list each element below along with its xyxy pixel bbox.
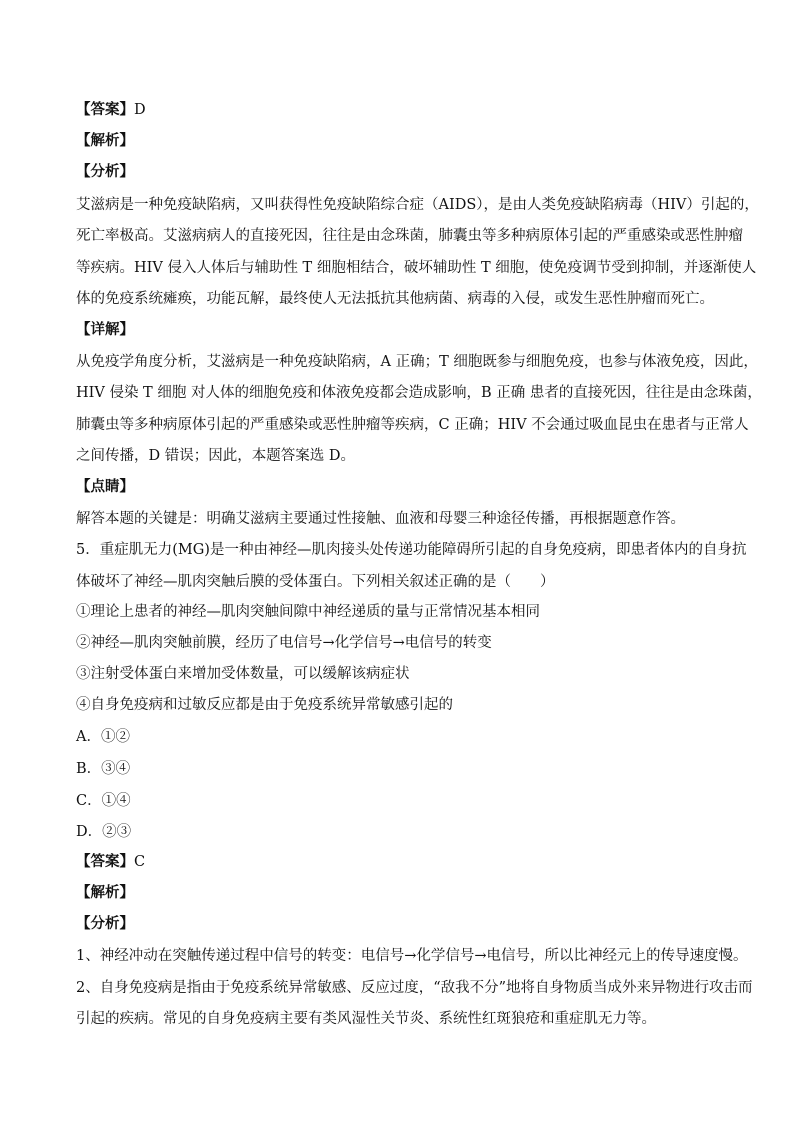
statement-4: ④自身免疫病和过敏反应都是由于免疫系统异常敏感引起的 <box>76 697 453 713</box>
option-c: C．①④ <box>76 793 131 809</box>
statement-1: ①理论上患者的神经—肌肉突触间隙中神经递质的量与正常情况基本相同 <box>76 604 540 620</box>
para1-line-2: 死亡率极高。艾滋病病人的直接死因，往往是由念珠菌，肺囊虫等多种病原体引起的严重感染或恶性肿瘤 <box>76 228 743 244</box>
para1-line-1: 艾滋病是一种免疫缺陷病，又叫获得性免疫缺陷综合症（AIDS），是由人类免疫缺陷病毒（HIV）引起的， <box>76 197 759 213</box>
option-b: B．③④ <box>76 761 131 777</box>
answer-value: D <box>134 102 146 118</box>
para5-line-1: 2、自身免疫病是指由于免疫系统异常敏感、反应过度，“敌我不分”地将自身物质当成外来异物进行攻击而 <box>76 980 753 996</box>
answer-value: C <box>134 854 146 870</box>
analysis-heading-2: 【解析】 <box>76 884 134 901</box>
answer-heading-2 <box>76 852 726 872</box>
option-a: A．①② <box>76 729 130 745</box>
para5-line-2: 引起的疾病。常见的自身免疫病主要有类风湿性关节炎、系统性红斑狼疮和重症肌无力等。 <box>76 1011 656 1027</box>
para1-line-3: 等疾病。HIV 侵入人体后与辅助性 T 细胞相结合，破坏辅助性 T 细胞，使免疫调节受到抑制，并逐渐使人 <box>76 260 757 276</box>
fenxi-heading-2: 【分析】 <box>76 915 134 932</box>
detail-heading-1: 【详解】 <box>76 321 134 338</box>
para2-line-2: HIV 侵染 T 细胞 对人体的细胞免疫和体液免疫都会造成影响，B 正确 患者的直接死因，往往是由念珠菌， <box>76 385 762 401</box>
analysis-heading-1: 【解析】 <box>76 132 134 149</box>
option-d: D．②③ <box>76 824 132 840</box>
question-5-line-2: 体破坏了神经—肌肉突触后膜的受体蛋白。下列相关叙述正确的是（ ） <box>76 574 555 590</box>
para1-line-4: 体的免疫系统瘫痪，功能瓦解，最终使人无法抵抗其他病菌、病毒的入侵，或发生恶性肿瘤而死亡。 <box>76 291 714 307</box>
answer-label: 【答案】 <box>76 853 134 870</box>
statement-3: ③注射受体蛋白来增加受体数量，可以缓解该病症状 <box>76 666 410 682</box>
fenxi-heading-1: 【分析】 <box>76 163 134 180</box>
question-5-line-1: 5．重症肌无力(MG)是一种由神经—肌肉接头处传递功能障碍所引起的自身免疫病，即患者体内的自身抗 <box>76 542 747 558</box>
para4-line-1: 1、神经冲动在突触传递过程中信号的转变：电信号→化学信号→电信号，所以比神经元上的传导速度慢。 <box>76 948 748 964</box>
para2-line-3: 肺囊虫等多种病原体引起的严重感染或恶性肿瘤等疾病，C 正确；HIV 不会通过吸血昆虫在患者与正常人 <box>76 417 749 433</box>
tip-heading-1: 【点睛】 <box>76 478 134 495</box>
para3-line-1: 解答本题的关键是：明确艾滋病主要通过性接触、血液和母婴三种途径传播，再根据题意作答。 <box>76 511 685 527</box>
para2-line-4: 之间传播，D 错误；因此，本题答案选 D。 <box>76 448 355 464</box>
statement-2: ②神经—肌肉突触前膜，经历了电信号→化学信号→电信号的转变 <box>76 635 492 651</box>
para2-line-1: 从免疫学角度分析，艾滋病是一种免疫缺陷病，A 正确；T 细胞既参与细胞免疫，也参与体液免疫，因此， <box>76 354 758 370</box>
answer-heading-1 <box>76 100 726 120</box>
answer-label: 【答案】 <box>76 101 134 118</box>
